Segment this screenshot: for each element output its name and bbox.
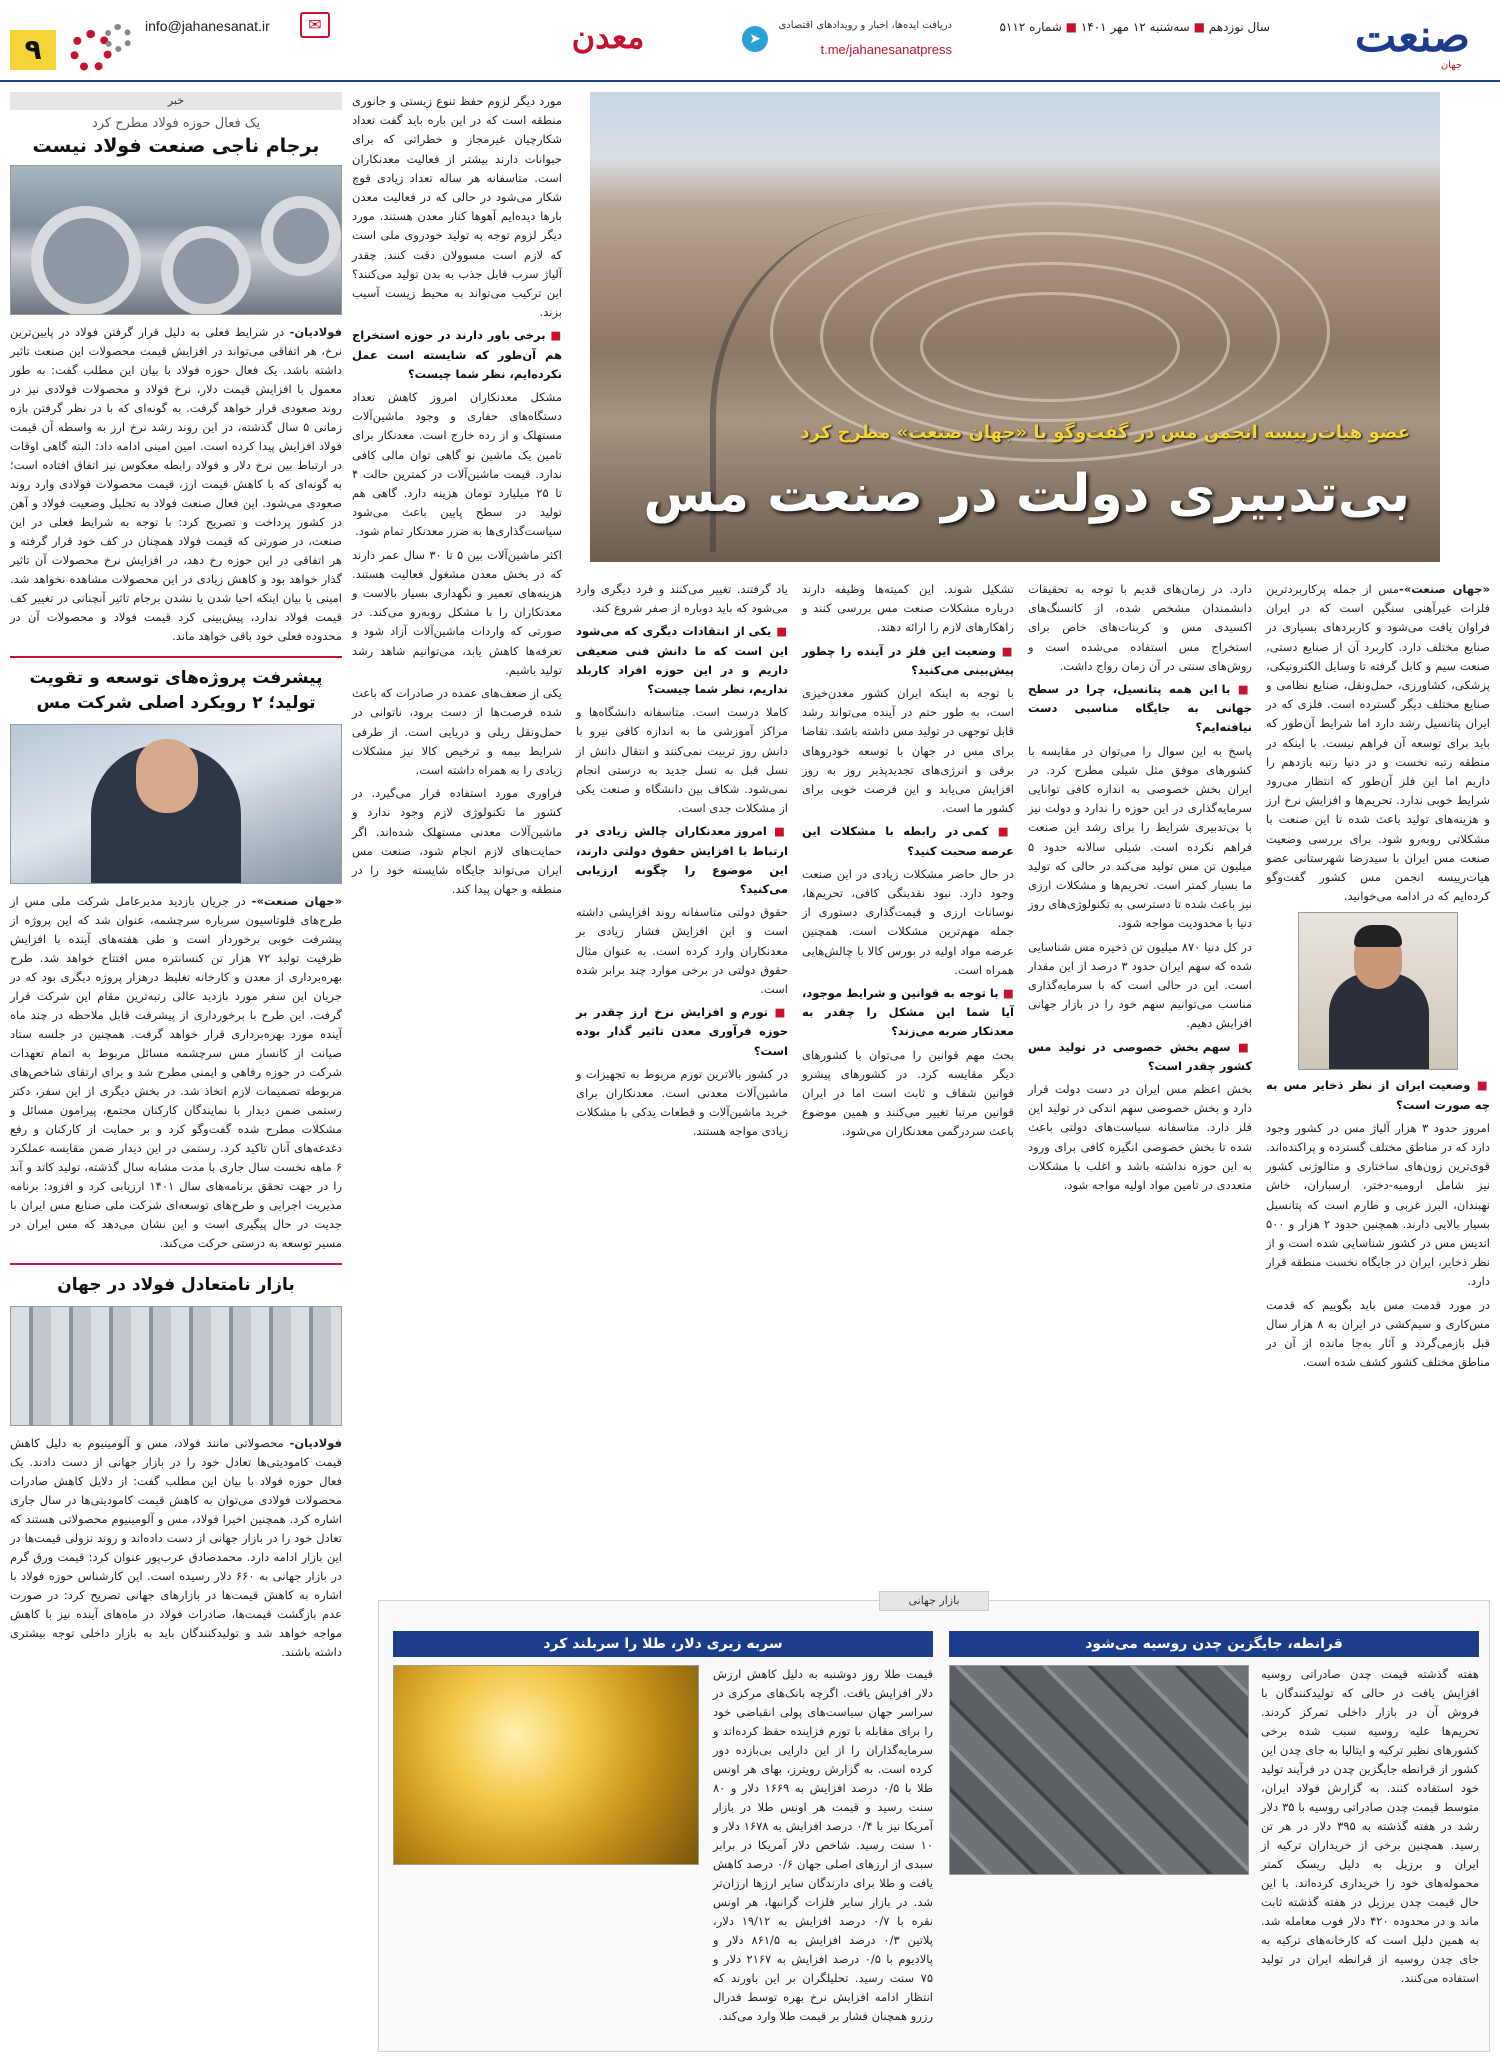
interview-question: ■ امروز معدنکاران چالش زیادی در ارتباط با افزایش حقوق دولتی دارند، این موضوع را چگونه ارزیابی می‌کنید؟ <box>576 822 788 899</box>
pig-iron-photo <box>949 1665 1249 1875</box>
email-link[interactable]: info@jahanesanat.ir <box>145 18 270 34</box>
interviewee-photo <box>1298 912 1458 1070</box>
interview-question: ■ برخی باور دارند در حوزه استخراج هم آن‌طور که شایسته است عمل نکرده‌ایم، نظر شما چیست؟ <box>352 326 562 384</box>
paragraph: یاد گرفتند. تغییر می‌کنند و فرد دیگری وارد می‌شود که باید دوباره از صفر شروع کند. <box>576 582 788 616</box>
paragraph: مورد دیگر لزوم حفظ تنوع زیستی و جانوری منطقه است که در این باره باید گفت تعداد شکارچیان غیرمجاز و خطراتی که برای حیوانات دارند بیشتر از فعالیت معدنکاران است. متاسفانه هر ساله تعداد زیادی قوچ شکار می‌شود در حالی که در فعالیت معدن بارها دیده‌ایم آهوها کنار معدن هستند. مورد دیگر لزوم توجه به تولید خودروی ملی است که لازم است مسوولان دقت کنند. چقدر آلیاژ سرب قابل جذب به بدن تولید می‌کنند؟ این ترکیب می‌تواند به محیط زیست آسیب بزند. <box>352 94 562 320</box>
paragraph: بحث مهم قوانین را می‌توان با کشورهای دیگر مقایسه کرد. در کشورهای پیشرو قوانین شفاف و ثابت است اما در ایران قوانین مرتبا تغییر می‌کنند و همین موضوع باعث سردرگمی معدنکاران می‌شود. <box>802 1047 1014 1139</box>
steel-bars-photo <box>10 1306 342 1426</box>
steel-coils-photo <box>10 165 342 315</box>
article-headline[interactable]: بی‌تدبیری دولت در صنعت مس <box>643 464 1410 524</box>
paragraph: «جهان صنعت»-مس از جمله پرکاربردترین فلزات غیرآهنی سنگین است که در ایران فراوان یافت می‌شود و کاربردهای بسیاری در صنایع مختلف دارد. کاربرد آن از صنایع دستی، صنعت سیم و کابل گرفته تا وسایل الکترونیکی، پزشکی، کشاورزی، حمل‌ونقل، صنایع نظامی و صنایع مختلف دیگر گسترده است. فلزی که در ایران پتانسیل رشد دارد اما شرایط آن‌طور که باید برای توسعه آن فراهم نیست. با اینکه در منطقه رتبه نخست و در دنیا رتبه یازدهم را داریم اما این فلز آن‌طور که انتظار می‌رود شرایط خوبی ندارد. تحریم‌ها و افزایش نرخ ارز و هزینه‌های تولید باعث شده تا این صنعت با مشکلاتی روبه‌رو شود. برای بررسی وضعیت صنعت مس ایران با سیدرضا شهرستانی عضو هیات‌رییسه انجمن مس کشور گفت‌وگو کرده‌ایم که در ادامه می‌خوانید. <box>1266 582 1491 904</box>
story-title[interactable]: برجام ناجی صنعت فولاد نیست <box>32 135 320 157</box>
ceo-photo <box>10 724 342 884</box>
story-title[interactable]: قرانطه، جایگزین چدن روسیه می‌شود <box>949 1631 1479 1657</box>
sidebar-divider <box>10 656 342 658</box>
paragraph: با توجه به اینکه ایران کشور معدن‌خیزی است، به طور حتم در آینده می‌تواند رشد قابل توجهی در تولید مس داشته باشد. تقاضا برای مس در جهان با توسعه خودروهای برقی و انرژی‌های تجدیدپذیر روز به روز افزایش می‌یابد و این فرصت خوبی برای کشور ما است. <box>802 686 1014 816</box>
interview-question: ■ با توجه به قوانین و شرایط موجود، آیا شما این مشکل را چقدر به معدنکار ضربه می‌زند؟ <box>802 984 1014 1042</box>
copper-mine-photo <box>590 92 1440 562</box>
story-body: قیمت طلا روز دوشنبه به دلیل کاهش ارزش دلار افزایش یافت. اگرچه بانک‌های مرکزی در سراسر جهان سیاست‌های پولی انقباضی خود را برای مقابله با تورم فزاینده حفظ کرده‌اند و سرمایه‌گذاران را از این دارایی بی‌بازده دور کرده است. به گزارش رویترز، بهای هر اونس طلا با ۰/۵ درصد افزایش به ۱۶۶۹ دلار و ۸۰ سنت رسید و قیمت هر اونس طلا در بازار آمریکا نیز با ۰/۴ درصد افزایش به ۱۶۷۸ دلار و ۱۰ سنت رسید. شاخص دلار آمریکا در برابر سبدی از ارزهای اصلی جهان ۰/۶ درصد کاهش یافت و طلا برای دارندگان سایر ارزها ارزان‌تر شد. در بازار سایر فلزات گرانبها، هر اونس نقره با ۰/۷ درصد افزایش به ۱۹/۱۲ دلار، پلاتین ۰/۳ درصد افزایش به ۸۶۱/۵ دلار و پالادیوم با ۰/۵ درصد افزایش به ۲۱۶۷ دلار و ۷۵ سنت رسید. تحلیلگران بر این باورند که انتظار ادامه افزایش نرخ بهره توسط فدرال رزرو همچنان فشار بر قیمت طلا وارد می‌کند. <box>713 1667 934 2023</box>
paragraph: یکی از ضعف‌های عمده در صادرات که باعث شده فرصت‌ها از دست برود، ناتوانی در حمل‌ونقل ریلی و دریایی است. از طرفی شرایط بیمه و ترخیص کالا نیز مشکلات زیادی را به همراه داشته است. <box>352 686 562 777</box>
gear-icon <box>104 24 132 52</box>
article-column-4 <box>576 580 788 1146</box>
paragraph: بخش اعظم مس ایران در دست دولت قرار دارد و بخش خصوصی سهم اندکی در تولید این فلز دارد. متاسفانه سیاست‌های دولتی باعث شده تا بخش خصوصی انگیزه کافی برای ورود به این حوزه نداشته باشد و اغلب با مشکلات متعددی در تامین مواد اولیه مواجه شود. <box>1028 1082 1252 1193</box>
story-title[interactable]: سربه زیری دلار، طلا را سربلند کرد <box>393 1631 933 1657</box>
separator-icon: ■ <box>1065 20 1077 34</box>
interview-question: ■ وضعیت ایران از نظر ذخایر مس به چه صورت است؟ <box>1266 1076 1490 1114</box>
telegram-link[interactable]: t.me/jahanesanatpress <box>820 42 952 57</box>
page-header <box>0 0 1500 82</box>
paragraph: حقوق دولتی متاسفانه روند افزایشی داشته است و این افزایش فشار زیادی بر معدنکاران وارد کرده است. به عنوان مثال حقوق دولتی در برخی موارد چند برابر شده است. <box>576 905 788 997</box>
issue-date: سه‌شنبه ۱۲ مهر ۱۴۰۱ <box>1080 20 1190 34</box>
paragraph: در کشور بالاترین تورم مربوط به تجهیزات و ماشین‌آلات معدنی است. معدنکاران برای خرید ماشین‌آلات و قطعات یدکی با مشکلات زیادی مواجه هستند. <box>576 1066 788 1139</box>
issue-number: شماره ۵۱۱۲ <box>999 20 1062 34</box>
masthead <box>1290 11 1470 74</box>
paragraph: در کل دنیا ۸۷۰ میلیون تن ذخیره مس شناسایی شده که سهم ایران حدود ۳ درصد از این مقدار است. این در حالی است که با سرمایه‌گذاری مناسب می‌توانیم سهم خود را در بازار جهانی افزایش دهیم. <box>1028 939 1252 1031</box>
story-body: فولادیان- محصولاتی مانند فولاد، مس و آلومینیوم به دلیل کاهش قیمت کامودیتی‌ها تعادل خود را در بازار جهانی از دست دادند. یک فعال حوزه فولاد با بیان این مطلب گفت: از دلایل کاهش صادرات محصولات فولادی می‌توان به کاهش قیمت کامودیتی‌ها در سال جاری اشاره کرد. همچنین اخیرا فولاد، مس و آلومینیوم محصولاتی هستند که تعادل خود را در بازار جهانی از دست داده‌اند و روند نزولی قیمت‌ها در این بازار ادامه دارد. محمدصادق عرب‌پور عنوان کرد: قیمت ورق گرم در بازار جهانی به ۶۶۰ دلار رسیده است. این کارشناس حوزه فولاد با اشاره به کاهش قیمت‌ها در بازارهای جهانی تصریح کرد: در صورت عدم بازگشت قیمت‌ها، صادرات فولاد در ماه‌های آینده نیز با کاهش مواجه خواهد شد و تولیدکنندگان باید به بازار داخلی توجه بیشتری داشته باشند. <box>10 1436 342 1659</box>
paragraph: در حال حاضر مشکلات زیادی در این صنعت وجود دارد. نبود نقدینگی کافی، تحریم‌ها، نوسانات ارزی و قیمت‌گذاری دستوری از جمله مهم‌ترین مشکلات است. همچنین عرضه مواد اولیه در بورس کالا با چالش‌هایی همراه است. <box>802 866 1014 977</box>
story-kicker: یک فعال حوزه فولاد مطرح کرد <box>91 116 261 131</box>
gears-icon <box>70 24 134 74</box>
paragraph: فراوری مورد استفاده قرار می‌گیرد. در کشور ما تکنولوژی لازم وجود ندارد و ماشین‌آلات معدنی مستهلک شده‌اند. اگر حمایت‌های لازم انجام شود، صنعت مس ایران می‌تواند جایگاه شایسته خود را در منطقه و جهان پیدا کند. <box>352 786 562 897</box>
section-title: معدن <box>571 18 645 56</box>
paragraph: امروز حدود ۳ هزار آلیاژ مس در کشور وجود دارد که در مناطق مختلف گسترده و پراکنده‌اند. قوی‌ترین زون‌های ساختاری و متالوژنی کشور نیز شامل ارومیه-دختر، ارسباران، خاش نهبندان، البرز غربی و طارم است که پتانسیل بسیار بالایی دارند. همچنین حدود ۲ هزار و ۵۰۰ اندیس مس در کشور شناسایی شده است و از نظر ذخایر، ایران در جایگاه نخست منطقه قرار دارد. <box>1266 1120 1490 1289</box>
article-column-3 <box>802 580 1014 1146</box>
paragraph: مشکل معدنکاران امروز کاهش تعداد دستگاه‌های حفاری و وجود ماشین‌آلات مستهلک و از رده خارج است. معدنکار برای تامین یک ماشین نو گاهی توان مالی کافی ندارد. قیمت ماشین‌آلات در کمترین حالت ۴ تا ۲۵ میلیارد تومان هزینه دارد. گاهی هم تولید در سطح پایین باعث می‌شود سیاست‌گذاری‌ها به ضرر معدنکار تمام شود. <box>352 390 562 539</box>
box-label: بازار جهانی <box>879 1591 989 1611</box>
world-market-box <box>378 1594 1490 2052</box>
interview-question: ■ وضعیت این فلز در آینده را چطور پیش‌بینی می‌کنید؟ <box>802 642 1014 680</box>
separator-icon: ■ <box>1193 20 1205 34</box>
paragraph: اکثر ماشین‌آلات بین ۵ تا ۳۰ سال عمر دارند که در بخش معدن مشغول فعالیت هستند. هزینه‌های تعمیر و نگهداری بسیار بالاست و معدنکاران را با مشکل روبه‌رو می‌کند. در صورتی که واردات ماشین‌آلات آزاد شود و تعرفه‌ها کاهش یابد، می‌توانیم شاهد رشد تولید باشیم. <box>352 547 563 677</box>
gold-bars-photo <box>393 1665 699 1865</box>
story-body: هفته گذشته قیمت چدن صادراتی روسیه افزایش یافت در حالی که تولیدکنندگان با فروش آن در بازار داخلی تمرکز کردند. تحریم‌ها علیه روسیه سبب شده برخی کشورهای نظیر ترکیه و ایتالیا به جای چدن این کشور از قرانطه جایگزین چدن در فرآیند تولید خود استفاده کنند. به گزارش فولاد ایران، متوسط قیمت چدن صادراتی روسیه با ۳۵ دلار رشد در هفته گذشته به ۳۹۵ دلار در هر تن رسید. همچنین برخی از خریداران ترکیه از ایران و برزیل به دلیل ریسک کمتر محموله‌های خود را خریداری کرده‌اند. با این حال قیمت چدن برزیل در هفته گذشته ثابت ماند و در محدوده ۴۲۰ دلار فوب معامله شد. به همین دلیل است که کارخانه‌های ترکیه به جای چدن روسیه از قرانطه ایران در تولید استفاده می‌کنند. <box>1261 1667 1480 1985</box>
paragraph: در مورد قدمت مس باید بگوییم که قدمت مس‌کاری و سیم‌کشی در ایران به ۸ هزار سال قبل بازمی‌گردد و آثار به‌جا مانده از آن در مناطق مختلف کشور کشف شده است. <box>1266 1297 1490 1370</box>
article-column-2 <box>1028 580 1252 1199</box>
paragraph: دارد. در زمان‌های قدیم با توجه به تحقیقات دانشمندان مشخص شده، از کانسنگ‌های اکسیدی مس و کربنات‌های خاص برای استخراج مس استفاده می‌شده است و روش‌های سنتی در آن زمان رواج داشت. <box>1028 582 1252 673</box>
sidebar-story-3 <box>10 1273 342 1662</box>
interview-question: ■ با این همه پتانسیل، چرا در سطح جهانی به جایگاه مناسبی دست نیافته‌ایم؟ <box>1028 680 1252 738</box>
telegram-icon[interactable]: ➤ <box>742 26 768 52</box>
newspaper-logo[interactable]: صنعت <box>1354 11 1470 62</box>
sidebar-label: خبر <box>10 92 342 110</box>
story-title[interactable]: پیشرفت پروژه‌های توسعه و تقویت تولید؛ ۲ رویکرد اصلی شرکت مس <box>29 668 323 713</box>
header-divider <box>0 80 1500 82</box>
article-kicker: عضو هیات‌رییسه انجمن مس در گفت‌وگو با «جهان صنعت» مطرح کرد <box>800 422 1410 443</box>
paragraph: تشکیل شوند. این کمیته‌ها وظیفه دارند درباره مشکلات صنعت مس بررسی کنند و راهکارهای لازم را ارائه دهند. <box>802 582 1014 635</box>
paragraph: کاملا درست است. متاسفانه دانشگاه‌ها و مراکز آموزشی ما به اندازه کافی نیرو با دانش روز تربیت نمی‌کنند و انتقال دانش از نسل قبل به نسل جدید به درستی انجام نمی‌شود. شکاف بین دانشگاه و صنعت یکی از مشکلات جدی است. <box>576 705 788 816</box>
interview-question: ■ کمی در رابطه با مشکلات این عرصه صحبت کنید؟ <box>802 822 1014 860</box>
mail-icon: ✉ <box>300 12 330 38</box>
sidebar-story-2 <box>10 666 342 1253</box>
story-body: «جهان صنعت»- در جریان بازدید مدیرعامل شرکت ملی مس از طرح‌های فلوتاسیون سرباره سرچشمه، عنوان شد که این پروژه از پیشرفت خوبی برخوردار است و طی هفته‌های آینده با افزایش ظرفیت تولید ۷۲ هزار تن کنسانتره مس افتتاح خواهد شد. طرح بهره‌برداری از معدن و کارخانه تغلیظ درهزار پروژه دیگری بود که در جریان این سفر مورد بازدید عالی رتبه‌ترین مقام این شرکت قرار گرفت. این طرح با برخورداری از پیشرفت قابل ملاحظه در چند ماه آینده مورد بهره‌برداری قرار خواهد گرفت. همچنین در جلسه ستاد صیانت از کانسار مس سرچشمه مسائل مربوط به اتمام تعهدات شرکت در حوزه رفاهی و ایمنی مطرح شد و برای ارتقای شاخص‌های مربوطه تصمیمات لازم اتخاذ شد. در بخش دیگری از این سفر، دکتر رستمی ضمن دیدار با نمایندگان کارکنان مجتمع، پیرامون مسائل و مشکلات مطرح شده گفت‌وگو کرد و بر حمایت از کارکنان و رفع دغدغه‌های آنان تاکید کرد. رستمی در این دیدار ضمن مقایسه عملکرد ۶ ماهه نخست سال جاری با مدت مشابه سال گذشته، تولید کاتد و آند را در جهت تحقق برنامه‌های سال ۱۴۰۱ ارزیابی کرد و افزود: برنامه مدیریت اجرایی و طرح‌های توسعه‌ای شرکت ملی صنایع مس ایران با جدیت در حال پیگیری است و این نشان می‌دهد که مس ایران در مسیر توسعه به درستی حرکت می‌کند. <box>10 894 343 1250</box>
interview-question: ■ سهم بخش خصوصی در تولید مس کشور چقدر است؟ <box>1028 1038 1252 1076</box>
sidebar-story-1 <box>10 116 342 646</box>
interview-question: ■ تورم و افزایش نرخ ارز چقدر بر حوزه فرآوری معدن تاثیر گذار بوده است؟ <box>576 1003 788 1061</box>
news-sidebar <box>10 92 342 2052</box>
article-column-1 <box>1266 580 1490 1377</box>
article-column-5 <box>352 92 562 903</box>
telegram-text: دریافت ایده‌ها، اخبار و رویدادهای اقتصادی <box>778 20 952 31</box>
page-number: ۹ <box>10 30 56 70</box>
issue-year: سال نوزدهم <box>1208 20 1270 34</box>
newspaper-logo-sub: جهان <box>1440 60 1462 71</box>
story-body: فولادیان- در شرایط فعلی به دلیل قرار گرفتن فولاد در پایین‌ترین نرخ، هر اتفاقی می‌تواند در افزایش قیمت محصولات این صنعت تاثیر داشته باشد. یک فعال حوزه فولاد با بیان این مطلب گفت: به طور معمول با افزایش قیمت دلار، نرخ فولاد و محصولات فولادی نیز در روند صعودی قرار خواهد گرفت. به گونه‌ای که با در نظر گرفتن بازه زمانی ۵ سال گذشته، در این روند رشد نرخ ارز به واسطه آن قیمت فولاد افزایش پیدا کرده است. امین امینی ادامه داد: البته گاهی اوقات در ارتباط بین نرخ دلار و فولاد رابطه معکوس نیز اتفاق افتاده است؛ به گونه‌ای که با کاهش قیمت ارز، قیمت محصولات فولادی وارد روند صعودی می‌شود. این فعال صنعت فولاد به تحلیل وضعیت فولاد و آهن در کشور پرداخت و تصریح کرد: با توجه به شرایط فعلی در این صنعت، در صورتی که قیمت فولاد همچنان در کف خود قرار گرفته و هر اتفاقی در این حوزه رخ دهد، در افزایش نرخ محصولات آن تاثیر گذار خواهد بود و کاهش زیادی در این محصولات مشاهده نخواهد شد. امینی با بیان اینکه احیا شدن یا نشدن برجام تاثیر آنچنانی در تغییر کف قیمت فولاد ندارد، پیش‌بینی کرد قیمت فولاد و محصولات آن در محدوده فعلی خود باقی خواهد ماند. <box>10 325 342 643</box>
story-title[interactable]: بازار نامتعادل فولاد در جهان <box>57 1275 295 1295</box>
issue-info <box>999 20 1270 34</box>
sidebar-divider <box>10 1263 342 1265</box>
paragraph: پاسخ به این سوال را می‌توان در مقایسه با کشورهای موفق مثل شیلی مطرح کرد. در ایران بخش خصوصی به اندازه کافی توانایی سرمایه‌گذاری در این حوزه را ندارد و دولت نیز با بی‌تدبیری شرایط را برای رشد این صنعت فراهم نکرده است. شیلی سالانه حدود ۵ میلیون تن مس تولید می‌کند در حالی که تولید ما بسیار کمتر است. تحریم‌ها و مشکلات ارزی نیز باعث شده تا دسترسی به تکنولوژی‌های روز دنیا با محدودیت مواجه شود. <box>1028 743 1252 931</box>
interview-question: ■ یکی از انتقادات دیگری که می‌شود این است که ما دانش فنی ضعیفی داریم و در این حوزه افراد کاربلد نداریم، نظر شما چیست؟ <box>576 622 788 699</box>
telegram-promo[interactable] <box>742 20 952 64</box>
